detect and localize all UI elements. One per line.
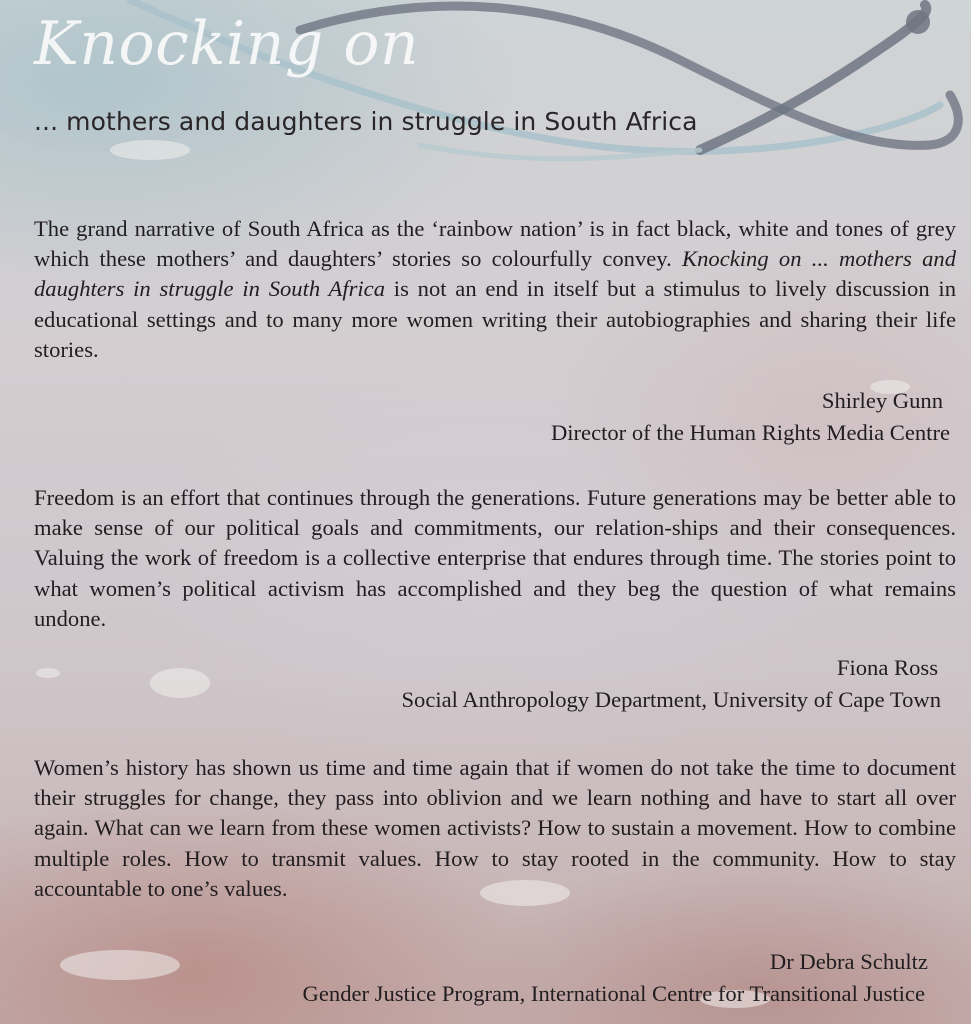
- endorser-3-role: Gender Justice Program, International Centre for Transitional Justice: [302, 981, 925, 1006]
- endorser-3-name: Dr Debra Schultz: [769, 949, 928, 974]
- endorsement-quote-2: Freedom is an effort that continues through the generations. Future generations may be better able to make sense of our political goals and commitments, our relation-ships and their consequences. Valuing the work of freedom is a collective enterprise that endures through time. The stories point to what women’s political activism has accomplished and they beg the question of what remains undone.: [34, 485, 956, 631]
- endorser-1-name: Shirley Gunn: [821, 388, 943, 413]
- endorsement-quote-3: Women’s history has shown us time and time again that if women do not take the time to document their struggles for change, they pass into oblivion and we learn nothing and have to start all over again. What can we learn from these women activists? How to sustain a movement. How to combine multiple roles. How to transmit values. How to stay rooted in the community. How to stay accountable to one’s values.: [34, 755, 956, 901]
- swoosh-light-tail: [420, 145, 700, 159]
- swoosh-knot: [906, 10, 930, 34]
- endorser-1-role: Director of the Human Rights Media Centre: [550, 420, 950, 445]
- book-title: Knocking on: [34, 9, 420, 79]
- quote-1-lead: The grand narrative of South Africa as the ‘rainbow nation’ is in fact black, white and tones of grey which these mothers’ and daughters’ stories so colourfully convey.: [34, 216, 956, 272]
- quote-1-book-title-italic: Knocking on ... mothers and daughters in struggle in South Africa: [34, 246, 957, 302]
- endorser-2-role: Social Anthropology Department, University of Cape Town: [401, 687, 941, 712]
- book-subtitle: ... mothers and daughters in struggle in South Africa: [34, 107, 698, 136]
- endorser-2-name: Fiona Ross: [836, 655, 938, 680]
- quote-1-rest: is not an end in itself but a stimulus to lively discussion in educational settings and to many more women writing their autobiographies and sharing their life stories.: [34, 276, 956, 362]
- endorsement-quote-1: [34, 214, 956, 365]
